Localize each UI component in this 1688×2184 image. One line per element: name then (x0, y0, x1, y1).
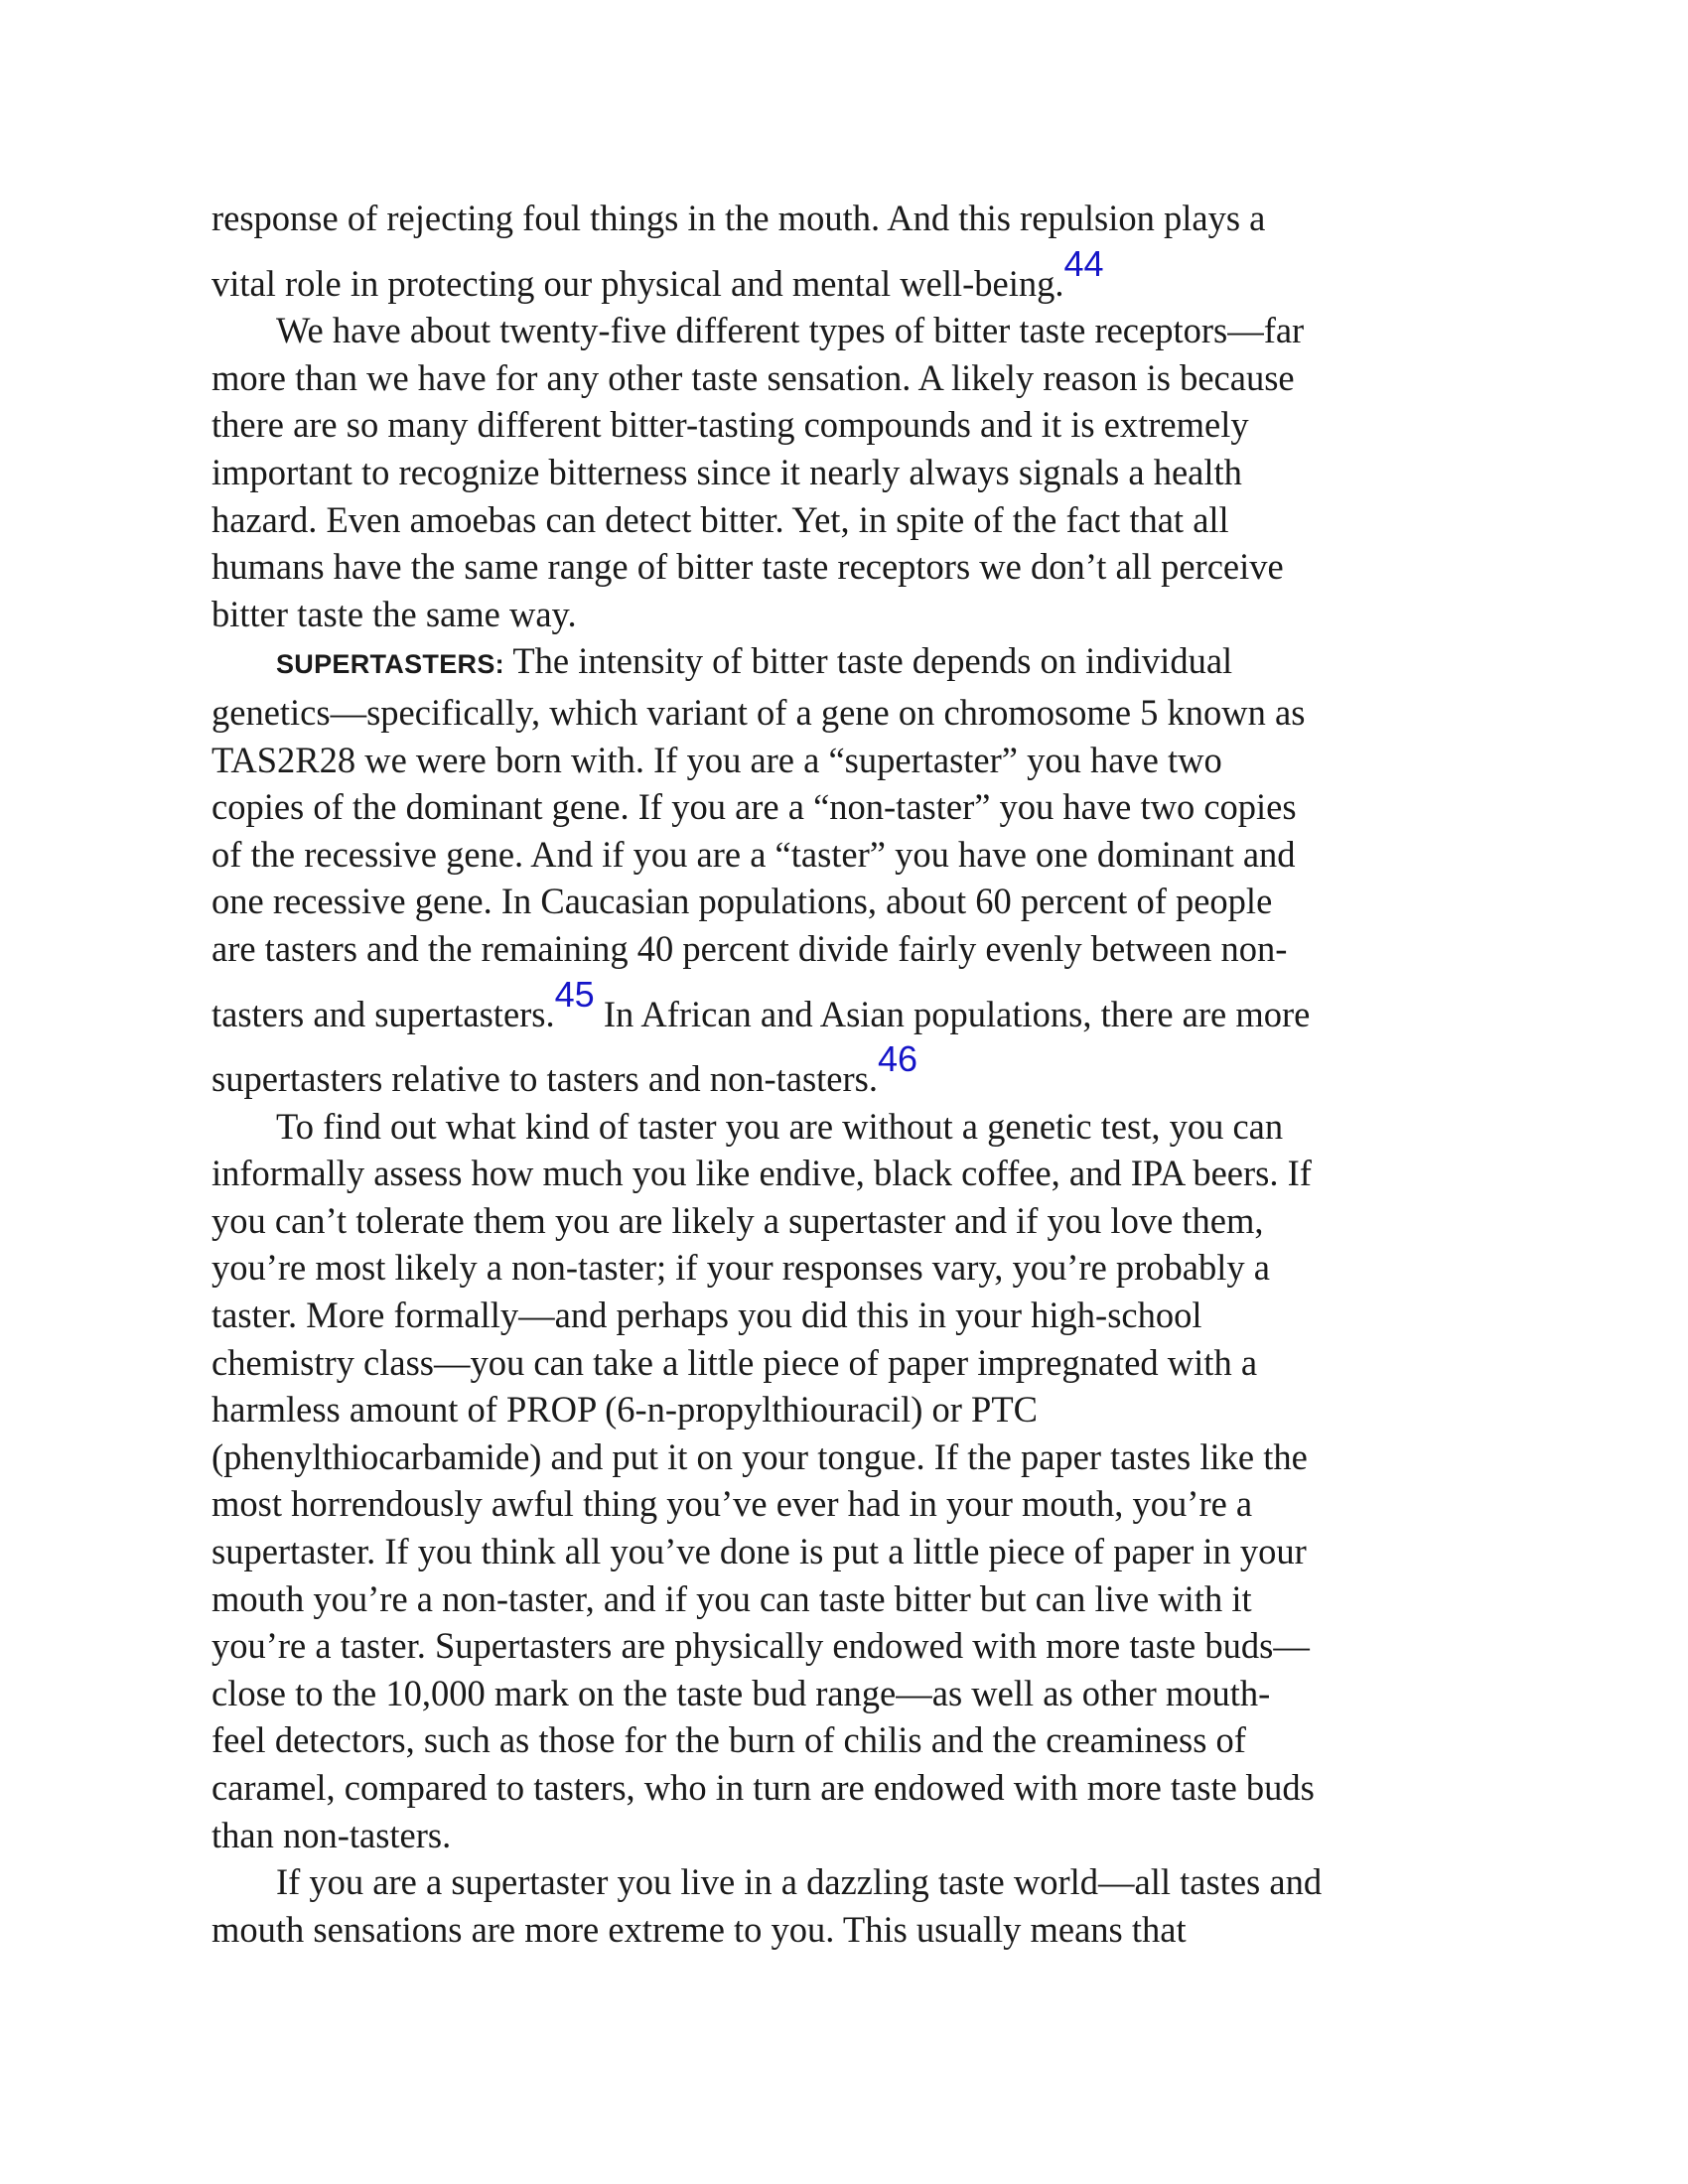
line-text: To find out what kind of taster you are without a genetic test, you can (276, 1105, 1284, 1147)
line-text: informally assess how much you like endive, black coffee, and IPA beers. If (211, 1153, 1312, 1194)
footnote-reference-link[interactable]: 45 (554, 973, 595, 1015)
text-line (211, 307, 1492, 354)
text-line (211, 354, 1492, 402)
line-text: most horrendously awful thing you’ve ever had in your mouth, you’re a (211, 1483, 1253, 1525)
text-line (211, 973, 1492, 1038)
text-line (211, 1764, 1492, 1812)
page-body (211, 195, 1492, 1953)
text-line (211, 737, 1492, 784)
text-line (211, 195, 1492, 242)
line-text: feel detectors, such as those for the burn of chilis and the creaminess of (211, 1719, 1246, 1761)
text-line (211, 1812, 1492, 1859)
line-text: more than we have for any other taste sensation. A likely reason is because (211, 356, 1295, 398)
footnote-reference-link[interactable]: 44 (1063, 242, 1104, 284)
text-line (211, 401, 1492, 449)
line-text: are tasters and the remaining 40 percent divide fairly evenly between non- (211, 927, 1288, 969)
line-text: mouth you’re a non-taster, and if you can taste bitter but can live with it (211, 1577, 1252, 1619)
line-text: important to recognize bitterness since it nearly always signals a health (211, 451, 1242, 492)
line-text: caramel, compared to tasters, who in turn are endowed with more taste buds (211, 1767, 1315, 1808)
text-line (211, 449, 1492, 496)
run-in-heading: SUPERTASTERS: (276, 649, 504, 680)
line-text: genetics—specifically, which variant of a gene on chromosome 5 known as (211, 691, 1306, 733)
text-line (211, 689, 1492, 737)
text-line (211, 1670, 1492, 1717)
text-line (211, 878, 1492, 925)
line-text: mouth sensations are more extreme to you. This usually means that (211, 1908, 1187, 1950)
line-text: supertaster. If you think all you’ve done is put a little piece of paper in your (211, 1531, 1307, 1572)
line-text: humans have the same range of bitter taste receptors we don’t all perceive (211, 546, 1284, 588)
line-text: The intensity of bitter taste depends on individual (503, 640, 1233, 682)
line-text: (phenylthiocarbamide) and put it on your tongue. If the paper tastes like the (211, 1435, 1308, 1477)
text-line (211, 591, 1492, 638)
paragraph-repulsion (211, 195, 1492, 307)
text-line (211, 1037, 1492, 1103)
line-text: supertasters relative to tasters and non-tasters. (211, 1058, 878, 1100)
text-line (211, 242, 1492, 308)
line-text: harmless amount of PROP (6-n-propylthiouracil) or PTC (211, 1389, 1038, 1431)
text-line (211, 831, 1492, 879)
line-text: you can’t tolerate them you are likely a supertaster and if you love them, (211, 1199, 1264, 1241)
line-text: close to the 10,000 mark on the taste bud range—as well as other mouth- (211, 1672, 1271, 1713)
text-line (211, 925, 1492, 973)
footnote-reference-link[interactable]: 46 (877, 1038, 918, 1080)
line-text: TAS2R28 we were born with. If you are a “supertaster” you have two (211, 739, 1222, 780)
paragraph-bitter-receptors (211, 307, 1492, 637)
line-text: of the recessive gene. And if you are a “taster” you have one dominant and (211, 833, 1296, 875)
paragraph-dazzling-taste (211, 1858, 1492, 1953)
line-text-continued: In African and Asian populations, there are more (594, 993, 1311, 1034)
text-line (211, 1197, 1492, 1245)
text-line (211, 783, 1492, 831)
line-text: hazard. Even amoebas can detect bitter. Yet, in spite of the fact that all (211, 498, 1229, 540)
line-text: We have about twenty-five different types of bitter taste receptors—far (276, 310, 1305, 351)
text-line (211, 1480, 1492, 1528)
text-line (211, 1528, 1492, 1575)
line-text: tasters and supertasters. (211, 993, 555, 1034)
line-text: one recessive gene. In Caucasian populations, about 60 percent of people (211, 881, 1273, 922)
text-line (211, 1339, 1492, 1387)
line-text: taster. More formally—and perhaps you did this in your high-school (211, 1295, 1202, 1336)
line-text: bitter taste the same way. (211, 593, 577, 634)
line-text: vital role in protecting our physical and mental well-being. (211, 262, 1064, 304)
text-line (211, 1858, 1492, 1906)
text-line (211, 637, 1492, 689)
line-text: than non-tasters. (211, 1814, 452, 1855)
text-line (211, 1575, 1492, 1623)
text-line (211, 496, 1492, 544)
text-line (211, 1244, 1492, 1292)
line-text: copies of the dominant gene. If you are a “non-taster” you have two copies (211, 786, 1297, 828)
line-text: you’re most likely a non-taster; if your responses vary, you’re probably a (211, 1247, 1270, 1289)
line-text: If you are a supertaster you live in a dazzling taste world—all tastes and (276, 1861, 1323, 1903)
text-line (211, 1906, 1492, 1954)
text-line (211, 1150, 1492, 1197)
line-text: response of rejecting foul things in the mouth. And this repulsion plays a (211, 198, 1266, 238)
text-line (211, 1386, 1492, 1433)
text-line (211, 1292, 1492, 1339)
text-line (211, 1716, 1492, 1764)
line-text: you’re a taster. Supertasters are physically endowed with more taste buds— (211, 1625, 1310, 1667)
line-text: there are so many different bitter-tasting compounds and it is extremely (211, 404, 1249, 446)
paragraph-taster-test (211, 1103, 1492, 1859)
text-line (211, 1103, 1492, 1151)
paragraph-supertasters (211, 637, 1492, 1102)
text-line (211, 1433, 1492, 1481)
text-line (211, 1622, 1492, 1670)
line-text: chemistry class—you can take a little piece of paper impregnated with a (211, 1341, 1258, 1383)
text-line (211, 543, 1492, 591)
